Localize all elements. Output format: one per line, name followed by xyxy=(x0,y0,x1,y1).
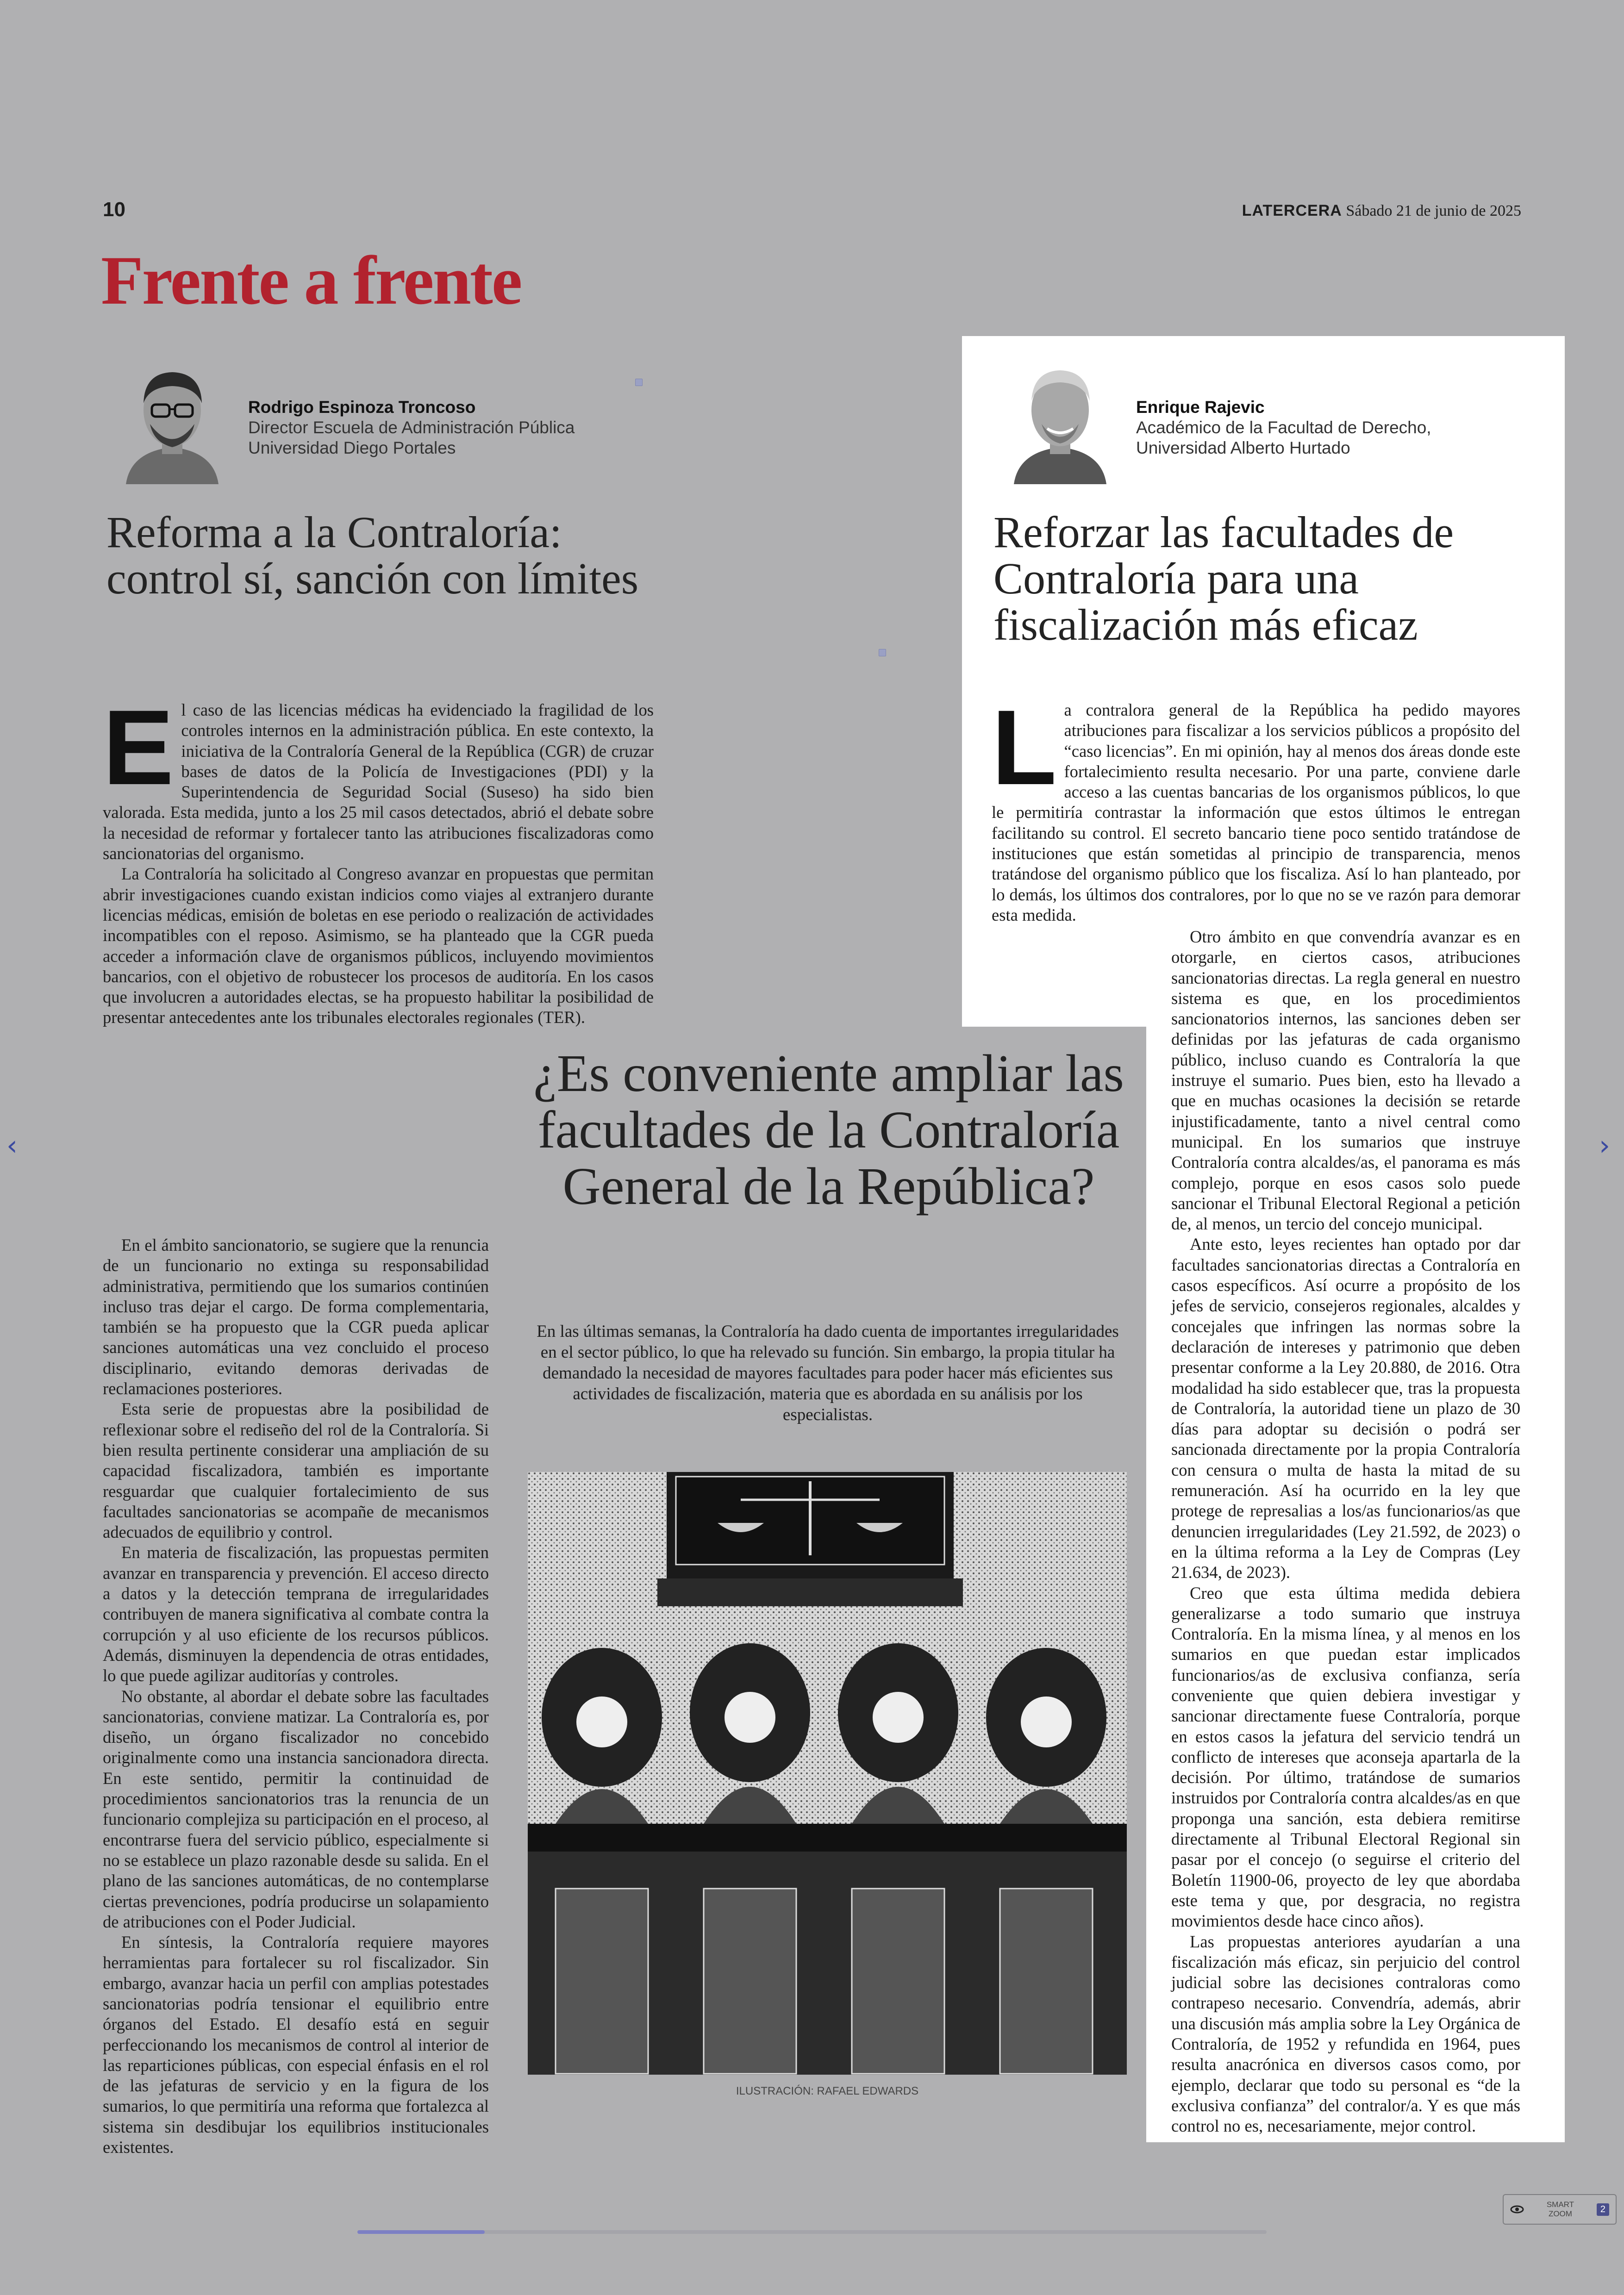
left-headline: Reforma a la Contraloría: control sí, sanción con límites xyxy=(106,507,639,603)
left-author-org: Universidad Diego Portales xyxy=(248,438,456,457)
left-article-body-bottom xyxy=(103,1235,489,2158)
illustration-image xyxy=(528,1472,1127,2075)
left-paragraph-2: La Contraloría ha solicitado al Congreso avanzar en propuestas que permitan abrir investigaciones cuando existan indicios como viajes al extranjero durante licencias médicas, emisión de boletas en ese periodo o realización de actividades incompatibles con el reposo. Asimismo, se ha planteado que la CGR pueda acceder a información clave de organismos públicos, incluyendo movimientos bancarios, con el objetivo de robustecer los procesos de auditoría. En los casos que involucren a autoridades electas, se ha propuesto habilitar la posibilidad de presentar antecedentes ante los tribunales electorales regionales (TER). xyxy=(103,864,654,1027)
right-paragraph-4: Creo que esta última medida debiera generalizarse a todo sumario que instruya Contraloría. En la misma línea, y al menos en los sumarios en que puedan estar implicados funcionarios/as de exclusiva confianza, sería conveniente que quien debiera investigar y sancionar directamente fuese Contraloría, porque en estos casos la jefatura del servicio tendrá un conflicto de intereses que aconseja apartarla de la decisión. Por último, tratándose de sumarios instruidos por Contraloría contra alcaldes/as en que proponga una sanción, esta debiera remitirse directamente al Tribunal Electoral Regional sin pasar por el concejo (o seguirse el criterio del Boletín 11900-06, proyecto de ley que abordaba este tema y que, por desgracia, no registra movimientos desde hace cinco años). xyxy=(1171,1583,1520,1931)
left-drop-cap: E xyxy=(103,688,174,807)
annotation-marker[interactable] xyxy=(635,379,643,386)
left-author-credit xyxy=(248,397,575,458)
section-title: Frente a frente xyxy=(101,242,521,319)
next-page-arrow-icon[interactable]: › xyxy=(1599,1129,1610,1162)
illustration-credit: ILUSTRACIÓN: RAFAEL EDWARDS xyxy=(736,2085,919,2097)
right-author-portrait xyxy=(1005,355,1116,484)
smart-zoom-count: 2 xyxy=(1597,2203,1609,2216)
left-paragraph-5: En materia de fiscalización, las propuestas permiten avanzar en transparencia y prevención. El acceso directo a datos y la detección temprana de irregularidades contribuyen de manera significativa al combate contra la corrupción y al uso eficiente de los recursos públicos. Además, disminuyen la dependencia de otras entidades, lo que puede agilizar auditorías y controles. xyxy=(103,1543,489,1685)
debate-intro: En las últimas semanas, la Contraloría ha dado cuenta de importantes irregularidades en el sector público, lo que ha relevado su función. Sin embargo, la propia titular ha demandado la necesidad de mayores facultades para poder hacer más eficientes sus actividades de fiscalización, materia que es abordada en su análisis por los especialistas. xyxy=(537,1322,1119,1424)
left-author-role: Director Escuela de Administración Pública xyxy=(248,418,575,437)
right-author-role: Académico de la Facultad de Derecho, xyxy=(1136,418,1431,437)
debate-question: ¿Es conveniente ampliar las facultades de la Contraloría General de la República? xyxy=(533,1044,1124,1216)
previous-page-arrow-icon[interactable]: ‹ xyxy=(6,1129,18,1162)
masthead-date xyxy=(1242,202,1521,220)
right-paragraph-3: Ante esto, leyes recientes han optado por dar facultades sancionatorias directas a Contraloría en casos específicos. Así ocurre a propósito de los jefes de servicio, consejeros regionales, alcaldes y concejales que infringen las normas sobre la declaración de intereses y patrimonio que deben presentar conforme a la Ley 20.880, de 2016. Otra modalidad ha sido establecer que, tras la propuesta de Contraloría, la autoridad tiene un plazo de 30 días para adoptar su decisión o podrá ser sancionada directamente por la propia Contraloría con censura o multa de hasta la mitad de su remuneración. Así ha ocurrido en la ley que protege de represalias a los/as funcionarios/as que denuncien irregularidades (Ley 21.592, de 2023) o en la última reforma a la Ley de Compras (Ley 21.634, de 2023). xyxy=(1171,1235,1520,1582)
right-article-body-top xyxy=(992,688,1520,925)
left-paragraph-6: No obstante, al abordar el debate sobre las facultades sancionatorias, conviene matizar. La Contraloría es, por diseño, un órgano fiscalizador no concebido originalmente como una instancia sancionadora directa. En este sentido, permitir la continuidad de procedimientos sancionatorios tras la renuncia de un funcionario complejiza su participación en el proceso, al encontrarse fuera del servicio público, especialmente si no se establece un plazo razonable desde su salida. En el plano de las sanciones automáticas, de no contemplarse ciertas prevenciones, podría producirse un solapamiento de atribuciones con el Poder Judicial. xyxy=(103,1686,489,1931)
page-number: 10 xyxy=(103,198,125,221)
left-paragraph-3: En el ámbito sancionatorio, se sugiere que la renuncia de un funcionario no extinga su responsabilidad administrativa, permitiendo que los sumarios continúen incluso tras dejar el cargo. De forma complementaria, también se ha propuesto que la CGR pueda aplicar sanciones automáticas una vez concluido el proceso disciplinario, evitando demoras derivadas de reclamaciones posteriores. xyxy=(103,1235,489,1398)
page-progress-fill xyxy=(357,2230,485,2234)
right-article-body-bottom xyxy=(1171,927,1520,2137)
eye-icon xyxy=(1510,2205,1524,2214)
left-author-name: Rodrigo Espinoza Troncoso xyxy=(248,398,476,417)
right-author-credit xyxy=(1136,397,1431,458)
left-author-portrait xyxy=(117,355,228,484)
smart-zoom-label: SMART ZOOM xyxy=(1546,2200,1574,2218)
page-progress-track[interactable] xyxy=(357,2230,1267,2234)
right-author-name: Enrique Rajevic xyxy=(1136,398,1265,417)
smart-zoom-button[interactable] xyxy=(1503,2194,1617,2225)
right-paragraph-5: Las propuestas anteriores ayudarían a una fiscalización más eficaz, sin perjuicio del control judicial sobre las decisiones contraloras como contrapeso necesario. Convendría, además, abrir una discusión más amplia sobre la Ley Orgánica de Contraloría, de 1952 y refundida en 1964, pues resulta anacrónica en diversos casos como, por ejemplo, declarar que todo su personal es “de la exclusiva confianza” del contralor/a. Y es que más control no es, necesariamente, mejor control. xyxy=(1171,1932,1520,2136)
annotation-marker[interactable] xyxy=(879,649,886,656)
right-paragraph-1: a contralora general de la República ha pedido mayores atribuciones para fiscalizar a los servicios públicos a propósito del “caso licencias”. En mi opinión, hay al menos dos áreas donde este fortalecimiento resulta necesario. Por una parte, conviene darle acceso a las cuentas bancarias de los organismos públicos, lo que le permitiría contrastar la información que estos últimos le entregan facilitando su control. El secreto bancario tiene poco sentido tratándose de instituciones que están sometidas al principio de transparencia, menos tratándose del organismo público que los fiscaliza. Así lo han planteado, por lo demás, los últimos dos contralores, por lo que no se ve razón para demorar esta medida. xyxy=(992,700,1520,924)
right-headline: Reforzar las facultades de Contraloría para una fiscalización más eficaz xyxy=(993,507,1454,649)
left-article-body-top xyxy=(103,688,654,1028)
left-paragraph-7: En síntesis, la Contraloría requiere mayores herramientas para fortalecer su rol fiscalizador. Sin embargo, avanzar hacia un perfil con amplias potestades sancionatorias podría tensionar el equilibrio entre órganos del Estado. El desafío está en seguir perfeccionando los mecanismos de control al interior de las reparticiones públicas, con especial énfasis en el rol de las jefaturas de servicio y en la figura de los sumarios, lo que permitiría una reforma que fortalezca al sistema sin desdibujar los equilibrios institucionales existentes. xyxy=(103,1933,489,2157)
right-author-org: Universidad Alberto Hurtado xyxy=(1136,438,1350,457)
left-paragraph-1: l caso de las licencias médicas ha evidenciado la fragilidad de los controles internos en la administración pública. En este contexto, la iniciativa de la Contraloría General de la República (CGR) de cruzar bases de datos de la Policía de Investigaciones (PDI) y la Superintendencia de Seguridad Social (Suseso) ha sido bien valorada. Esta medida, junto a los 25 mil casos detectados, abrió el debate sobre la necesidad de reformar y fortalecer tanto las atribuciones fiscalizadoras como sancionatorias del organismo. xyxy=(103,700,654,863)
right-paragraph-2: Otro ámbito en que convendría avanzar es en otorgarle, en ciertos casos, atribuciones sancionatorias directas. La regla general en nuestro sistema es que, en los procedimientos sancionatorios internos, las sanciones deben ser definidas por las jefaturas de cada organismo público, incluso cuando es Contraloría la que instruye el sumario. Pues bien, esto ha llevado a que en muchas ocasiones la decisión se retarde injustificadamente, tanto a nivel central como municipal. En los sumarios que instruye Contraloría contra alcaldes/as, el panorama es más complejo, porque en esos casos solo puede sancionar el Tribunal Electoral Regional a petición de, al menos, un tercio del concejo municipal. xyxy=(1171,927,1520,1234)
issue-date: Sábado 21 de junio de 2025 xyxy=(1346,202,1521,219)
right-drop-cap: L xyxy=(992,688,1057,807)
brand-name: LATERCERA xyxy=(1242,202,1342,219)
left-paragraph-4: Esta serie de propuestas abre la posibilidad de reflexionar sobre el rediseño del rol de la Contraloría. Si bien resulta pertinente considerar una ampliación de su capacidad fiscalizadora, también es importante resguardar que cualquier fortalecimiento de sus facultades sancionatorias se acompañe de mecanismos adecuados de equilibrio y control. xyxy=(103,1399,489,1542)
